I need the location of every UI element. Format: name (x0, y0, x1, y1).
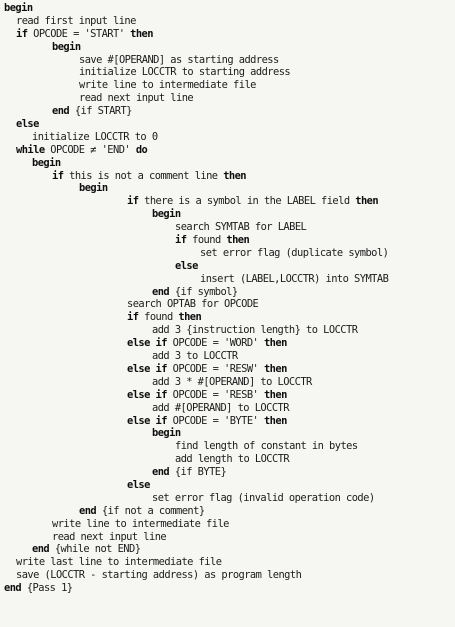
code-line (4, 92, 455, 105)
code-line (4, 79, 455, 92)
code-line (4, 105, 455, 118)
keyword: end (52, 105, 70, 118)
keyword: if (127, 311, 139, 324)
code-line (4, 440, 455, 453)
keyword: begin (152, 208, 181, 221)
code-text: OPCODE ≠ 'END' (44, 143, 136, 156)
code-text: {if symbol} (169, 285, 238, 298)
keyword: else if (127, 388, 167, 401)
code-line (4, 505, 455, 518)
keyword: while (16, 143, 45, 156)
keyword: end (152, 466, 170, 479)
keyword: then (130, 27, 153, 40)
keyword: else (127, 478, 150, 491)
code-text: add 3 to LOCCTR (152, 350, 238, 363)
code-line (4, 543, 455, 556)
code-text: write last line to intermediate file (16, 556, 222, 569)
keyword: begin (152, 427, 181, 440)
code-text: add 3 * #[OPERAND] to LOCCTR (152, 375, 312, 388)
code-text: there is a symbol in the LABEL field (138, 195, 356, 208)
code-line (4, 195, 455, 208)
code-line (4, 337, 455, 350)
code-text: {if not a comment} (96, 504, 205, 517)
code-text: found (138, 311, 179, 324)
keyword: else (16, 118, 39, 131)
code-line (4, 66, 455, 79)
code-line (4, 2, 455, 15)
keyword: do (135, 143, 148, 156)
code-line (4, 350, 455, 363)
code-line (4, 298, 455, 311)
code-line (4, 427, 455, 440)
code-line (4, 324, 455, 337)
code-text: initialize LOCCTR to starting address (79, 66, 291, 79)
code-line (4, 376, 455, 389)
keyword: begin (52, 40, 81, 53)
keyword: then (263, 414, 287, 427)
code-text: write line to intermediate file (79, 79, 256, 92)
keyword: begin (4, 2, 33, 14)
code-text: add #[OPERAND] to LOCCTR (152, 401, 289, 414)
code-text: insert (LABEL,LOCCTR) into SYMTAB (200, 272, 389, 285)
code-line (4, 518, 455, 531)
code-line (4, 15, 455, 28)
keyword: begin (79, 182, 108, 195)
code-line (4, 569, 455, 582)
keyword: else if (127, 414, 167, 427)
keyword: end (32, 543, 50, 556)
code-text: save #[OPERAND] as starting address (79, 53, 279, 66)
keyword: end (79, 504, 97, 517)
code-text: read first input line (16, 14, 136, 27)
code-text: {if START} (69, 105, 132, 118)
keyword: if (16, 27, 28, 40)
code-line (4, 466, 455, 479)
code-text: add 3 {instruction length} to LOCCTR (152, 324, 358, 337)
code-text: {while not END} (49, 543, 141, 556)
code-text: this is not a comment line (63, 169, 224, 182)
code-line (4, 54, 455, 67)
code-line (4, 221, 455, 234)
code-line (4, 492, 455, 505)
code-text: OPCODE = 'START' (27, 27, 131, 40)
code-line (4, 182, 455, 195)
code-line (4, 479, 455, 492)
keyword: then (223, 169, 247, 182)
code-line (4, 234, 455, 247)
keyword: then (263, 388, 287, 401)
keyword: else if (127, 337, 167, 350)
code-line (4, 144, 455, 157)
keyword: then (226, 234, 250, 247)
keyword: if (127, 195, 139, 208)
code-line (4, 363, 455, 376)
code-line (4, 157, 455, 170)
code-line (4, 273, 455, 286)
code-line (4, 582, 455, 595)
code-text: OPCODE = 'RESW' (166, 362, 264, 375)
code-text: {Pass 1} (21, 582, 73, 595)
code-text: read next input line (52, 530, 167, 543)
code-text: found (186, 234, 227, 247)
keyword: else if (127, 362, 167, 375)
code-line (4, 389, 455, 402)
keyword: then (263, 337, 287, 350)
code-text: set error flag (duplicate symbol) (200, 246, 389, 259)
code-text: OPCODE = 'RESB' (166, 388, 264, 401)
code-text: set error flag (invalid operation code) (152, 491, 375, 504)
code-line (4, 453, 455, 466)
code-text: {if BYTE} (169, 466, 227, 479)
code-line (4, 531, 455, 544)
code-line (4, 28, 455, 41)
code-line (4, 131, 455, 144)
keyword: then (263, 362, 287, 375)
code-line (4, 260, 455, 273)
keyword: then (355, 195, 379, 208)
code-line (4, 41, 455, 54)
code-line (4, 118, 455, 131)
code-text: search OPTAB for OPCODE (127, 298, 259, 311)
code-line (4, 170, 455, 183)
keyword: end (152, 285, 170, 298)
code-text: initialize LOCCTR to 0 (32, 130, 158, 143)
code-line (4, 556, 455, 569)
code-text: OPCODE = 'BYTE' (166, 414, 264, 427)
keyword: else (175, 259, 198, 272)
code-text: save (LOCCTR - starting address) as program length (16, 569, 302, 582)
code-text: add length to LOCCTR (175, 453, 290, 466)
keyword: if (175, 234, 187, 247)
keyword: if (52, 169, 64, 182)
code-line (4, 415, 455, 428)
keyword: then (178, 311, 202, 324)
code-text: search SYMTAB for LABEL (175, 221, 307, 234)
code-line (4, 286, 455, 299)
code-text: find length of constant in bytes (175, 440, 358, 453)
code-text: read next input line (79, 92, 194, 105)
keyword: end (4, 582, 22, 595)
code-line (4, 247, 455, 260)
code-text: write line to intermediate file (52, 517, 229, 530)
code-line (4, 311, 455, 324)
code-text: OPCODE = 'WORD' (166, 337, 264, 350)
keyword: begin (32, 156, 61, 169)
code-line (4, 208, 455, 221)
code-line (4, 402, 455, 415)
